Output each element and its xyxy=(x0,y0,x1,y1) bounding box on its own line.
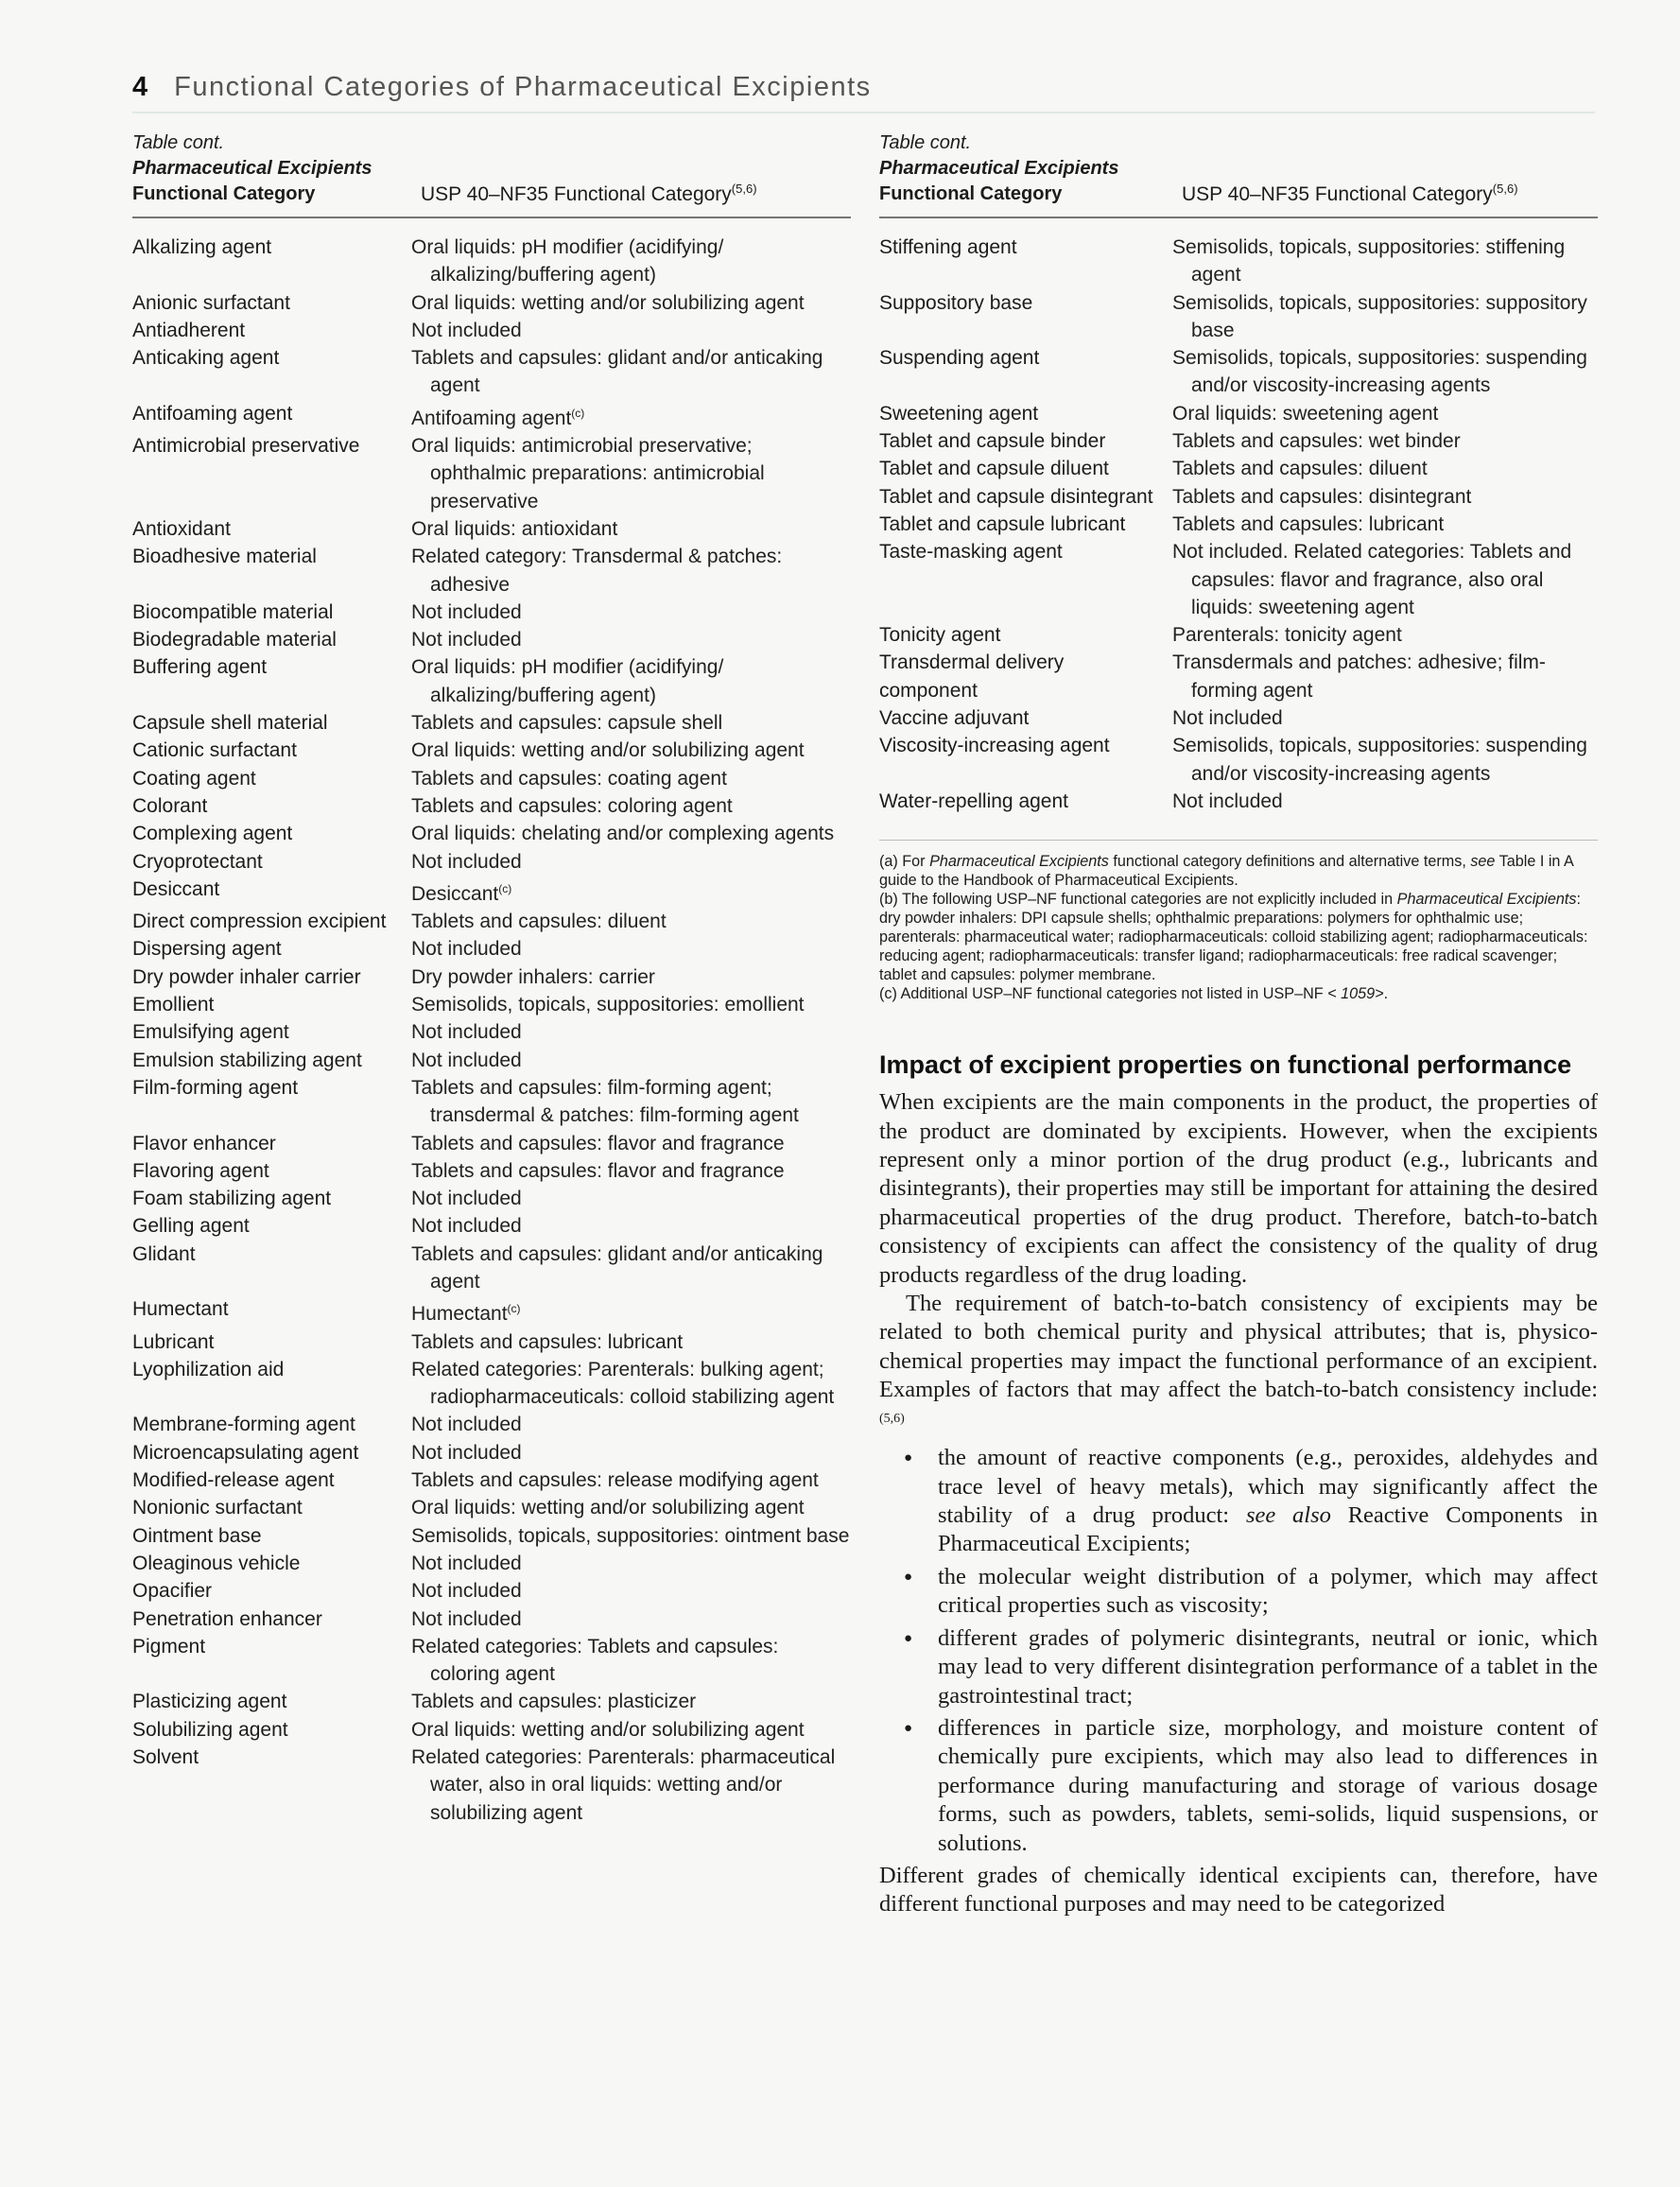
usp-category-text: Not included xyxy=(411,629,522,651)
table-body-left xyxy=(132,217,851,1827)
list-item-text: the amount of reactive components (e.g., peroxides, aldehydes and trace level of heavy metals), which may significantly affect the stability of a drug product: xyxy=(938,1445,1598,1529)
footnote-c-text: (c) Additional USP–NF functional categories not listed in USP–NF xyxy=(879,985,1328,1003)
footnote-a-text: functional category definitions and alternative terms, xyxy=(1108,853,1471,871)
table-row xyxy=(132,908,851,935)
category-cell: Dry powder inhaler carrier xyxy=(132,965,361,988)
usp-category-cell xyxy=(411,1411,851,1438)
table-row xyxy=(132,1606,851,1633)
usp-category-text: Not included xyxy=(411,938,522,961)
usp-category-cell xyxy=(1172,649,1598,704)
category-cell: Gelling agent xyxy=(132,1215,250,1238)
usp-category-text: Related categories: Tablets and capsules: coloring agent xyxy=(411,1635,779,1686)
usp-category-cell xyxy=(411,991,851,1018)
usp-category-cell xyxy=(411,599,851,626)
table-row xyxy=(132,1074,851,1130)
table-row xyxy=(132,1744,851,1827)
usp-category-cell xyxy=(411,935,851,963)
table-row xyxy=(132,1494,851,1521)
category-cell: Opacifier xyxy=(132,1580,213,1603)
category-cell: Colorant xyxy=(132,794,208,817)
category-cell: Antioxidant xyxy=(132,517,231,540)
table-row xyxy=(132,963,851,991)
usp-category-cell xyxy=(411,1328,851,1356)
table-row xyxy=(132,432,851,515)
usp-category-text: Not included. Related categories: Tablets and capsules: flavor and fragrance, also oral liquids: sweetening agent xyxy=(1172,541,1572,618)
usp-category-text: Antifoaming agent xyxy=(411,407,572,429)
category-cell: Biodegradable material xyxy=(132,629,337,651)
usp-category-text: Tablets and capsules: flavor and fragrance xyxy=(411,1159,785,1182)
footnote-c-italic: < 1059> xyxy=(1327,985,1384,1003)
usp-category-text: Not included xyxy=(411,1580,522,1603)
table-row xyxy=(879,704,1598,732)
usp-category-text: Not included xyxy=(411,1049,522,1071)
category-cell: Humectant xyxy=(132,1298,229,1321)
usp-category-cell xyxy=(411,1241,851,1296)
footnote-c-text: . xyxy=(1383,985,1389,1003)
category-cell: Dispersing agent xyxy=(132,938,282,961)
table-row xyxy=(879,344,1598,400)
category-cell: Flavor enhancer xyxy=(132,1132,276,1154)
category-cell: Membrane-forming agent xyxy=(132,1414,355,1436)
table-row xyxy=(132,599,851,626)
table-row xyxy=(132,1356,851,1412)
usp-category-cell xyxy=(411,1130,851,1157)
usp-category-cell xyxy=(411,653,851,709)
usp-category-cell xyxy=(411,848,851,876)
section-body xyxy=(879,1088,1598,1919)
category-cell: Suppository base xyxy=(879,291,1033,314)
usp-category-cell xyxy=(411,1047,851,1074)
table-row xyxy=(879,483,1598,511)
usp-category-cell xyxy=(411,317,851,344)
paragraph xyxy=(879,1290,1598,1438)
table-row xyxy=(132,765,851,792)
category-cell: Film-forming agent xyxy=(132,1076,299,1099)
category-cell: Direct compression excipient xyxy=(132,911,387,933)
usp-category-cell xyxy=(411,1550,851,1577)
table-row xyxy=(132,935,851,963)
category-cell: Viscosity-increasing agent xyxy=(879,735,1110,757)
table-row xyxy=(879,649,1598,704)
usp-category-cell xyxy=(1172,344,1598,400)
usp-category-text: Oral liquids: pH modifier (acidifying/ alkalizing/buffering agent) xyxy=(411,236,724,286)
usp-category-cell xyxy=(411,543,851,599)
usp-category-text: Oral liquids: wetting and/or solubilizing agent xyxy=(411,1718,805,1741)
table-row xyxy=(132,1550,851,1577)
category-cell: Modified-release agent xyxy=(132,1469,335,1492)
usp-category-cell xyxy=(1172,400,1598,427)
category-cell: Alkalizing agent xyxy=(132,236,272,258)
usp-category-text: Semisolids, topicals, suppositories: suspending and/or viscosity-increasing agents xyxy=(1172,347,1587,397)
usp-category-text: Tablets and capsules: glidant and/or anticaking agent xyxy=(411,1242,823,1293)
usp-category-text: Not included xyxy=(411,1188,522,1210)
usp-category-text: Semisolids, topicals, suppositories: suppository base xyxy=(1172,291,1587,341)
table-row xyxy=(132,1411,851,1438)
footnote-ref: (c) xyxy=(498,881,512,895)
usp-category-cell xyxy=(411,820,851,847)
usp-category-cell xyxy=(1172,483,1598,511)
usp-category-text: Oral liquids: pH modifier (acidifying/ alkalizing/buffering agent) xyxy=(411,656,724,706)
col2-title: USP 40–NF35 Functional Category xyxy=(1182,183,1493,205)
table-header-row xyxy=(132,130,851,217)
usp-category-cell xyxy=(411,1356,851,1412)
category-cell: Desiccant xyxy=(132,877,220,900)
usp-category-text: Parenterals: tonicity agent xyxy=(1172,624,1402,647)
list-item: ● the molecular weight distribution of a polymer, which may affect critical properties such as viscosity; xyxy=(938,1563,1598,1621)
usp-category-cell xyxy=(411,737,851,764)
table-row xyxy=(132,400,851,432)
usp-category-cell xyxy=(411,626,851,653)
table-cont-label: Table cont. xyxy=(879,132,972,153)
usp-category-cell xyxy=(411,1716,851,1744)
col2-ref: (5,6) xyxy=(731,182,757,196)
category-cell: Antiadherent xyxy=(132,319,246,341)
usp-category-text: Related categories: Parenterals: bulking agent; radiopharmaceuticals: colloid stabilizing agent xyxy=(411,1358,835,1409)
col2-header xyxy=(1172,130,1598,217)
table-cont-label: Table cont. xyxy=(132,132,225,153)
usp-category-cell xyxy=(1172,511,1598,538)
category-cell: Tablet and capsule binder xyxy=(879,430,1106,453)
usp-category-text: Oral liquids: antioxidant xyxy=(411,517,618,540)
footnote-c xyxy=(879,984,1598,1003)
list-item: ● different grades of polymeric disintegrants, neutral or ionic, which may lead to very different disintegration performance of a tablet in the gastrointestinal tract; xyxy=(938,1624,1598,1710)
footnote-a-text: (a) For xyxy=(879,853,930,871)
col1-title: Functional Category xyxy=(132,183,316,204)
right-column xyxy=(879,130,1598,1919)
usp-category-text: Tablets and capsules: glidant and/or anticaking agent xyxy=(411,347,823,397)
usp-category-cell xyxy=(411,1157,851,1185)
footnote-a-text: Table I in A guide to the Handbook of Pharmaceutical Excipients. xyxy=(879,853,1573,890)
table-row xyxy=(132,543,851,599)
category-cell: Stiffening agent xyxy=(879,236,1017,258)
table-row xyxy=(132,317,851,344)
footnote-b-italic: Pharmaceutical Excipients xyxy=(1396,891,1577,909)
usp-category-text: Tablets and capsules: diluent xyxy=(411,911,667,933)
page-number: 4 xyxy=(132,72,148,102)
usp-category-cell xyxy=(411,515,851,543)
table-row xyxy=(132,991,851,1018)
usp-category-cell xyxy=(1172,217,1598,289)
usp-category-text: Tablets and capsules: disintegrant xyxy=(1172,485,1472,508)
usp-category-cell xyxy=(1172,704,1598,732)
category-cell: Solvent xyxy=(132,1746,199,1769)
usp-category-cell xyxy=(411,1494,851,1521)
usp-category-cell xyxy=(411,344,851,400)
col1-header xyxy=(879,130,1172,217)
list-item-italic: see also xyxy=(1245,1502,1331,1529)
list-item xyxy=(938,1444,1598,1559)
usp-category-cell xyxy=(411,217,851,289)
usp-category-cell xyxy=(411,1212,851,1240)
table-row xyxy=(879,621,1598,649)
usp-category-cell xyxy=(411,792,851,820)
footnote-b xyxy=(879,890,1598,984)
paragraph-text: The requirement of batch-to-batch consistency of excipients may be related to both chemical purity and physical attributes; that is, physico-chemical properties may impact the functional performance of an excipient. Examples of factors that may affect the batch-to-batch consistency include: xyxy=(879,1291,1598,1403)
table-row xyxy=(132,1295,851,1328)
footnote-ref: (c) xyxy=(507,1302,521,1316)
usp-category-cell xyxy=(411,1439,851,1467)
usp-category-cell xyxy=(411,1577,851,1605)
usp-category-cell xyxy=(411,1467,851,1494)
table-row xyxy=(132,1716,851,1744)
col2-ref: (5,6) xyxy=(1492,182,1518,196)
table-row xyxy=(132,653,851,709)
table-row xyxy=(879,538,1598,621)
table-row xyxy=(132,1688,851,1715)
usp-category-text: Not included xyxy=(411,1607,522,1630)
category-cell: Pigment xyxy=(132,1635,206,1658)
table-row xyxy=(879,427,1598,455)
usp-category-text: Related category: Transdermal & patches: adhesive xyxy=(411,546,783,596)
usp-category-text: Oral liquids: antimicrobial preservative; ophthalmic preparations: antimicrobial preservative xyxy=(411,435,765,512)
usp-category-text: Not included xyxy=(1172,707,1283,730)
usp-category-cell xyxy=(411,1185,851,1212)
usp-category-cell xyxy=(411,1633,851,1689)
table-row xyxy=(132,1018,851,1046)
footnote-a-see: see xyxy=(1470,853,1496,871)
table-row xyxy=(132,1522,851,1550)
usp-category-cell xyxy=(1172,427,1598,455)
functional-category-table-right xyxy=(879,130,1598,815)
usp-category-text: Oral liquids: wetting and/or solubilizing agent xyxy=(411,1497,805,1519)
usp-category-text: Not included xyxy=(411,1441,522,1464)
usp-category-text: Not included xyxy=(411,600,522,623)
category-cell: Foam stabilizing agent xyxy=(132,1188,332,1210)
usp-category-cell xyxy=(411,1606,851,1633)
table-row xyxy=(132,1241,851,1296)
category-cell: Taste-masking agent xyxy=(879,541,1063,564)
table-row xyxy=(132,289,851,317)
section-heading: Impact of excipient properties on functional performance xyxy=(879,1050,1572,1080)
usp-category-cell xyxy=(411,432,851,515)
table-row xyxy=(132,1467,851,1494)
usp-category-text: Oral liquids: chelating and/or complexing agents xyxy=(411,823,835,845)
table-row xyxy=(132,1185,851,1212)
category-cell: Anionic surfactant xyxy=(132,291,290,314)
usp-category-text: Not included xyxy=(1172,790,1283,812)
usp-category-cell xyxy=(1172,621,1598,649)
usp-category-cell xyxy=(1172,455,1598,482)
category-cell: Vaccine adjuvant xyxy=(879,707,1030,730)
category-cell: Transdermal delivery component xyxy=(879,651,1065,702)
usp-category-text: Not included xyxy=(411,850,522,873)
col1-title-italic: Pharmaceutical Excipients xyxy=(879,158,1119,179)
usp-category-text: Tablets and capsules: coating agent xyxy=(411,767,727,790)
category-cell: Emulsion stabilizing agent xyxy=(132,1049,362,1071)
usp-category-cell xyxy=(1172,289,1598,345)
table-row xyxy=(132,1577,851,1605)
table-row xyxy=(132,1439,851,1467)
usp-category-cell xyxy=(411,876,851,908)
header-rule xyxy=(132,112,1595,113)
table-footnotes xyxy=(879,840,1598,1003)
usp-category-text: Related categories: Parenterals: pharmaceutical water, also in oral liquids: wetting and/or solubilizing agent xyxy=(411,1746,836,1824)
category-cell: Nonionic surfactant xyxy=(132,1497,303,1519)
category-cell: Tablet and capsule lubricant xyxy=(879,512,1126,535)
usp-category-cell xyxy=(411,963,851,991)
usp-category-text: Dry powder inhalers: carrier xyxy=(411,965,655,988)
footnote-a xyxy=(879,852,1598,890)
left-column xyxy=(132,130,851,1827)
category-cell: Tablet and capsule diluent xyxy=(879,458,1109,480)
category-cell: Sweetening agent xyxy=(879,402,1039,425)
category-cell: Tablet and capsule disintegrant xyxy=(879,485,1153,508)
category-cell: Oleaginous vehicle xyxy=(132,1552,301,1574)
usp-category-text: Semisolids, topicals, suppositories: emollient xyxy=(411,994,805,1016)
table-row xyxy=(879,400,1598,427)
usp-category-text: Tablets and capsules: capsule shell xyxy=(411,712,723,735)
col2-header xyxy=(411,130,851,217)
usp-category-text: Tablets and capsules: plasticizer xyxy=(411,1691,697,1713)
table-row xyxy=(132,1130,851,1157)
category-cell: Suspending agent xyxy=(879,347,1040,370)
category-cell: Penetration enhancer xyxy=(132,1607,322,1630)
usp-category-text: Semisolids, topicals, suppositories: stiffening agent xyxy=(1172,236,1566,286)
table-row xyxy=(132,1633,851,1689)
paragraph: Different grades of chemically identical excipients can, therefore, have different functional purposes and may need to be categorized xyxy=(879,1862,1598,1918)
category-cell: Coating agent xyxy=(132,767,256,790)
category-cell: Ointment base xyxy=(132,1524,262,1547)
category-cell: Buffering agent xyxy=(132,656,268,679)
col1-header xyxy=(132,130,411,217)
table-row xyxy=(879,788,1598,815)
usp-category-text: Humectant xyxy=(411,1303,508,1326)
category-cell: Lubricant xyxy=(132,1330,215,1353)
usp-category-text: Tablets and capsules: film-forming agent; transdermal & patches: film-forming agent xyxy=(411,1076,799,1127)
usp-category-text: Tablets and capsules: release modifying agent xyxy=(411,1469,819,1492)
table-row xyxy=(132,820,851,847)
usp-category-cell xyxy=(411,765,851,792)
usp-category-text: Tablets and capsules: diluent xyxy=(1172,458,1428,480)
usp-category-text: Not included xyxy=(411,1021,522,1044)
category-cell: Complexing agent xyxy=(132,823,293,845)
usp-category-cell xyxy=(411,400,851,432)
table-row xyxy=(132,344,851,400)
usp-category-text: Not included xyxy=(411,1552,522,1574)
functional-category-table-left xyxy=(132,130,851,1827)
category-cell: Emollient xyxy=(132,994,215,1016)
usp-category-text: Semisolids, topicals, suppositories: suspending and/or viscosity-increasing agents xyxy=(1172,735,1587,785)
table-row xyxy=(132,1328,851,1356)
table-row xyxy=(132,876,851,908)
table-row xyxy=(132,1157,851,1185)
usp-category-text: Semisolids, topicals, suppositories: ointment base xyxy=(411,1524,850,1547)
category-cell: Cationic surfactant xyxy=(132,739,297,762)
usp-category-text: Transdermals and patches: adhesive; film-forming agent xyxy=(1172,651,1546,702)
col1-title: Functional Category xyxy=(879,183,1063,204)
list-item-text: Reactive Components in Pharmaceutical Excipients; xyxy=(938,1502,1598,1557)
category-cell: Cryoprotectant xyxy=(132,850,263,873)
table-body-right xyxy=(879,217,1598,815)
usp-category-text: Tablets and capsules: flavor and fragrance xyxy=(411,1132,785,1154)
table-row xyxy=(132,848,851,876)
category-cell: Lyophilization aid xyxy=(132,1358,285,1380)
usp-category-text: Desiccant xyxy=(411,882,499,905)
usp-category-cell xyxy=(411,1744,851,1827)
usp-category-cell xyxy=(411,908,851,935)
usp-category-text: Not included xyxy=(411,1414,522,1436)
table-row xyxy=(132,217,851,289)
running-title: Functional Categories of Pharmaceutical Excipients xyxy=(174,72,872,102)
category-cell: Solubilizing agent xyxy=(132,1718,288,1741)
usp-category-text: Oral liquids: sweetening agent xyxy=(1172,402,1439,425)
running-head xyxy=(132,72,872,110)
footnote-b-text: (b) The following USP–NF functional categories are not explicitly included in xyxy=(879,891,1397,909)
usp-category-text: Not included xyxy=(411,1215,522,1238)
category-cell: Flavoring agent xyxy=(132,1159,269,1182)
usp-category-text: Oral liquids: wetting and/or solubilizing agent xyxy=(411,291,805,314)
usp-category-cell xyxy=(411,1074,851,1130)
category-cell: Water-repelling agent xyxy=(879,790,1068,812)
category-cell: Tonicity agent xyxy=(879,624,1001,647)
table-row xyxy=(132,1047,851,1074)
table-row xyxy=(132,626,851,653)
usp-category-cell xyxy=(411,289,851,317)
list-item: ● differences in particle size, morphology, and moisture content of chemically pure excipients, which may also lead to differences in performance during manufacturing and storage of various dosage forms, such as powders, tablets, semi-solids, liquid suspensions, or solutions. xyxy=(938,1714,1598,1858)
category-cell: Bioadhesive material xyxy=(132,546,317,568)
category-cell: Glidant xyxy=(132,1242,196,1265)
category-cell: Antifoaming agent xyxy=(132,402,293,425)
category-cell: Emulsifying agent xyxy=(132,1021,289,1044)
usp-category-text: Not included xyxy=(411,319,522,341)
table-row xyxy=(132,515,851,543)
category-cell: Antimicrobial preservative xyxy=(132,435,360,458)
col1-title-italic: Pharmaceutical Excipients xyxy=(132,158,372,179)
category-cell: Microencapsulating agent xyxy=(132,1441,359,1464)
usp-category-cell xyxy=(411,1688,851,1715)
table-row xyxy=(132,709,851,737)
table-row xyxy=(132,792,851,820)
usp-category-cell xyxy=(1172,538,1598,621)
footnote-b-text: : dry powder inhalers: DPI capsule shells; ophthalmic preparations: polymers for ophthalmic use; parenterals: pharmaceutical water; radiopharmaceuticals: colloid stabilizing agent; radiopharmaceuticals: reducing agent; radiopharmaceuticals: transfer ligand; radiopharmaceuticals: free radical scavenger; tablet and capsules: polymer membrane. xyxy=(879,891,1588,984)
table-row xyxy=(879,732,1598,788)
usp-category-text: Tablets and capsules: lubricant xyxy=(411,1330,684,1353)
col2-title: USP 40–NF35 Functional Category xyxy=(421,183,732,205)
usp-category-cell xyxy=(411,1522,851,1550)
paragraph: When excipients are the main components in the product, the properties of the product are dominated by excipients. However, when the excipients represent only a minor portion of the drug product (e.g., lubricants and disintegrants), their properties may still be important for attaining the desired pharmaceutical properties of the drug product. Therefore, batch-to-batch consistency of excipients can affect the consistency of the quality of drug products regardless of the drug loading. xyxy=(879,1089,1598,1288)
usp-category-cell xyxy=(411,1018,851,1046)
usp-category-cell xyxy=(411,1295,851,1328)
table-row xyxy=(879,217,1598,289)
footnote-a-italic: Pharmaceutical Excipients xyxy=(929,853,1109,871)
usp-category-text: Oral liquids: wetting and/or solubilizing agent xyxy=(411,739,805,762)
table-header-row xyxy=(879,130,1598,217)
table-row xyxy=(132,737,851,764)
citation-ref: (5,6) xyxy=(879,1411,905,1426)
footnote-ref: (c) xyxy=(571,406,585,420)
table-row xyxy=(879,455,1598,482)
category-cell: Anticaking agent xyxy=(132,347,280,370)
usp-category-text: Tablets and capsules: coloring agent xyxy=(411,794,733,817)
usp-category-text: Tablets and capsules: wet binder xyxy=(1172,430,1461,453)
category-cell: Plasticizing agent xyxy=(132,1691,287,1713)
usp-category-cell xyxy=(411,709,851,737)
table-row xyxy=(132,1212,851,1240)
usp-category-cell xyxy=(1172,788,1598,815)
table-row xyxy=(879,511,1598,538)
table-row xyxy=(879,289,1598,345)
factor-list xyxy=(879,1444,1598,1858)
category-cell: Capsule shell material xyxy=(132,712,328,735)
category-cell: Biocompatible material xyxy=(132,600,334,623)
usp-category-text: Tablets and capsules: lubricant xyxy=(1172,512,1445,535)
usp-category-cell xyxy=(1172,732,1598,788)
